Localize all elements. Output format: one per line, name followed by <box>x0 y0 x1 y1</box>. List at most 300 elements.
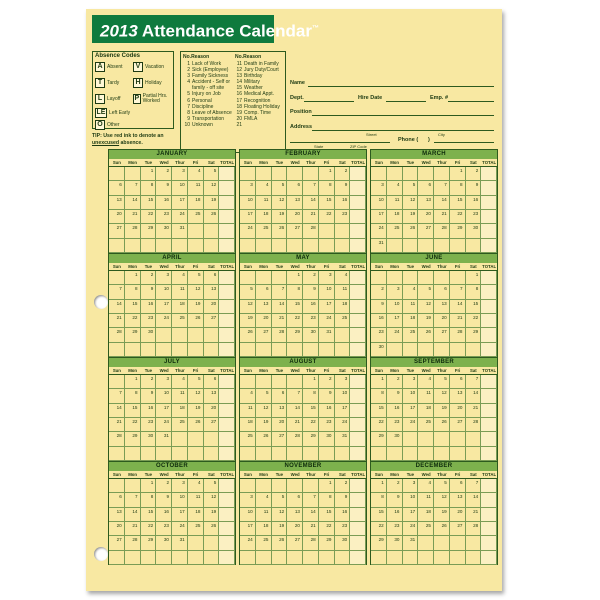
day-cell[interactable]: 26 <box>434 522 450 536</box>
day-cell[interactable]: 1 <box>303 375 319 389</box>
day-cell[interactable]: 28 <box>466 418 482 432</box>
day-cell[interactable]: 19 <box>434 508 450 522</box>
day-cell[interactable]: 16 <box>141 300 157 314</box>
day-cell[interactable] <box>418 239 434 253</box>
day-cell[interactable]: 30 <box>335 536 351 550</box>
day-cell[interactable]: 31 <box>319 328 335 342</box>
week-total-cell[interactable] <box>481 418 497 432</box>
day-cell[interactable]: 8 <box>450 181 466 195</box>
day-cell[interactable]: 8 <box>125 389 141 403</box>
day-cell[interactable]: 15 <box>371 508 387 522</box>
day-cell[interactable] <box>109 551 125 565</box>
day-cell[interactable]: 19 <box>403 210 419 224</box>
day-cell[interactable]: 23 <box>303 314 319 328</box>
day-cell[interactable]: 2 <box>387 479 403 493</box>
day-cell[interactable] <box>172 447 188 461</box>
week-total-cell[interactable] <box>350 181 366 195</box>
day-cell[interactable]: 18 <box>172 404 188 418</box>
day-cell[interactable]: 18 <box>240 418 256 432</box>
day-cell[interactable] <box>303 551 319 565</box>
day-cell[interactable]: 6 <box>256 285 272 299</box>
day-cell[interactable] <box>240 479 256 493</box>
day-cell[interactable]: 18 <box>256 522 272 536</box>
day-cell[interactable]: 8 <box>125 285 141 299</box>
day-cell[interactable]: 26 <box>434 418 450 432</box>
day-cell[interactable]: 22 <box>371 522 387 536</box>
day-cell[interactable] <box>125 447 141 461</box>
day-cell[interactable]: 20 <box>109 522 125 536</box>
day-cell[interactable]: 2 <box>156 167 172 181</box>
day-cell[interactable]: 28 <box>450 328 466 342</box>
day-cell[interactable] <box>125 343 141 357</box>
day-cell[interactable] <box>272 375 288 389</box>
day-cell[interactable]: 13 <box>109 508 125 522</box>
day-cell[interactable]: 25 <box>335 314 351 328</box>
day-cell[interactable]: 17 <box>156 300 172 314</box>
day-cell[interactable] <box>272 271 288 285</box>
day-cell[interactable]: 2 <box>319 375 335 389</box>
day-cell[interactable]: 31 <box>403 536 419 550</box>
day-cell[interactable] <box>125 551 141 565</box>
day-cell[interactable]: 28 <box>109 328 125 342</box>
day-cell[interactable]: 29 <box>319 536 335 550</box>
day-cell[interactable]: 17 <box>387 314 403 328</box>
week-total-cell[interactable] <box>481 167 497 181</box>
day-cell[interactable]: 11 <box>172 389 188 403</box>
day-cell[interactable]: 30 <box>141 328 157 342</box>
day-cell[interactable]: 13 <box>204 389 220 403</box>
day-cell[interactable]: 21 <box>109 418 125 432</box>
day-cell[interactable]: 14 <box>109 300 125 314</box>
day-cell[interactable] <box>240 343 256 357</box>
day-cell[interactable]: 9 <box>335 493 351 507</box>
day-cell[interactable]: 18 <box>335 300 351 314</box>
day-cell[interactable]: 15 <box>303 404 319 418</box>
day-cell[interactable]: 14 <box>303 196 319 210</box>
day-cell[interactable]: 5 <box>204 479 220 493</box>
day-cell[interactable]: 24 <box>403 522 419 536</box>
day-cell[interactable]: 10 <box>335 389 351 403</box>
day-cell[interactable]: 15 <box>141 508 157 522</box>
day-cell[interactable]: 9 <box>156 181 172 195</box>
week-total-cell[interactable] <box>219 375 235 389</box>
day-cell[interactable]: 21 <box>303 210 319 224</box>
day-cell[interactable] <box>450 343 466 357</box>
day-cell[interactable]: 7 <box>109 285 125 299</box>
day-cell[interactable]: 10 <box>172 181 188 195</box>
week-total-cell[interactable] <box>350 389 366 403</box>
day-cell[interactable]: 30 <box>387 536 403 550</box>
day-cell[interactable]: 9 <box>371 300 387 314</box>
day-cell[interactable]: 28 <box>287 432 303 446</box>
week-total-cell[interactable] <box>481 210 497 224</box>
day-cell[interactable]: 12 <box>272 508 288 522</box>
day-cell[interactable]: 4 <box>335 271 351 285</box>
day-cell[interactable]: 3 <box>335 375 351 389</box>
day-cell[interactable]: 5 <box>240 285 256 299</box>
week-total-cell[interactable] <box>219 196 235 210</box>
day-cell[interactable]: 13 <box>450 493 466 507</box>
day-cell[interactable] <box>141 551 157 565</box>
day-cell[interactable]: 25 <box>256 224 272 238</box>
day-cell[interactable] <box>450 536 466 550</box>
day-cell[interactable]: 22 <box>371 418 387 432</box>
day-cell[interactable]: 2 <box>141 271 157 285</box>
day-cell[interactable] <box>466 343 482 357</box>
day-cell[interactable]: 26 <box>240 328 256 342</box>
week-total-cell[interactable] <box>481 551 497 565</box>
day-cell[interactable]: 5 <box>434 375 450 389</box>
day-cell[interactable]: 27 <box>287 536 303 550</box>
day-cell[interactable]: 22 <box>125 418 141 432</box>
day-cell[interactable]: 20 <box>256 314 272 328</box>
day-cell[interactable]: 27 <box>272 432 288 446</box>
day-cell[interactable]: 10 <box>240 196 256 210</box>
day-cell[interactable]: 21 <box>466 404 482 418</box>
week-total-cell[interactable] <box>350 447 366 461</box>
day-cell[interactable]: 31 <box>335 432 351 446</box>
day-cell[interactable]: 10 <box>156 389 172 403</box>
day-cell[interactable]: 26 <box>418 328 434 342</box>
day-cell[interactable] <box>272 167 288 181</box>
day-cell[interactable]: 23 <box>335 522 351 536</box>
day-cell[interactable] <box>418 551 434 565</box>
day-cell[interactable]: 3 <box>371 181 387 195</box>
day-cell[interactable] <box>387 239 403 253</box>
day-cell[interactable]: 24 <box>172 522 188 536</box>
day-cell[interactable] <box>272 239 288 253</box>
day-cell[interactable]: 21 <box>125 210 141 224</box>
day-cell[interactable] <box>434 271 450 285</box>
day-cell[interactable]: 15 <box>319 196 335 210</box>
day-cell[interactable] <box>141 447 157 461</box>
day-cell[interactable]: 12 <box>188 285 204 299</box>
day-cell[interactable]: 23 <box>371 328 387 342</box>
day-cell[interactable]: 2 <box>303 271 319 285</box>
day-cell[interactable]: 1 <box>125 375 141 389</box>
day-cell[interactable]: 21 <box>303 522 319 536</box>
day-cell[interactable] <box>287 343 303 357</box>
day-cell[interactable]: 9 <box>335 181 351 195</box>
week-total-cell[interactable] <box>219 224 235 238</box>
day-cell[interactable] <box>387 271 403 285</box>
day-cell[interactable]: 7 <box>466 479 482 493</box>
day-cell[interactable]: 25 <box>172 314 188 328</box>
day-cell[interactable] <box>240 447 256 461</box>
day-cell[interactable]: 10 <box>319 285 335 299</box>
day-cell[interactable]: 1 <box>141 167 157 181</box>
day-cell[interactable] <box>303 343 319 357</box>
day-cell[interactable]: 14 <box>303 508 319 522</box>
day-cell[interactable] <box>434 536 450 550</box>
day-cell[interactable]: 13 <box>109 196 125 210</box>
position-line[interactable] <box>312 115 494 116</box>
day-cell[interactable]: 17 <box>403 404 419 418</box>
day-cell[interactable] <box>188 239 204 253</box>
emp-line[interactable] <box>448 101 494 102</box>
day-cell[interactable]: 26 <box>188 314 204 328</box>
week-total-cell[interactable] <box>481 508 497 522</box>
day-cell[interactable]: 11 <box>240 404 256 418</box>
day-cell[interactable] <box>303 479 319 493</box>
day-cell[interactable]: 17 <box>371 210 387 224</box>
day-cell[interactable]: 25 <box>188 210 204 224</box>
day-cell[interactable]: 4 <box>418 479 434 493</box>
day-cell[interactable]: 21 <box>125 522 141 536</box>
day-cell[interactable]: 11 <box>418 493 434 507</box>
day-cell[interactable]: 4 <box>172 271 188 285</box>
day-cell[interactable] <box>172 343 188 357</box>
day-cell[interactable]: 2 <box>141 375 157 389</box>
day-cell[interactable]: 4 <box>403 285 419 299</box>
day-cell[interactable]: 13 <box>287 508 303 522</box>
day-cell[interactable]: 20 <box>287 522 303 536</box>
week-total-cell[interactable] <box>481 432 497 446</box>
day-cell[interactable] <box>418 343 434 357</box>
week-total-cell[interactable] <box>350 508 366 522</box>
day-cell[interactable]: 6 <box>434 285 450 299</box>
day-cell[interactable] <box>418 432 434 446</box>
day-cell[interactable]: 15 <box>141 196 157 210</box>
day-cell[interactable]: 3 <box>403 375 419 389</box>
day-cell[interactable]: 24 <box>387 328 403 342</box>
hire-date-line[interactable] <box>386 101 426 102</box>
day-cell[interactable]: 5 <box>403 181 419 195</box>
day-cell[interactable] <box>188 328 204 342</box>
day-cell[interactable]: 14 <box>466 493 482 507</box>
day-cell[interactable] <box>141 343 157 357</box>
day-cell[interactable]: 3 <box>156 375 172 389</box>
day-cell[interactable] <box>335 343 351 357</box>
day-cell[interactable]: 2 <box>335 479 351 493</box>
day-cell[interactable]: 10 <box>403 389 419 403</box>
day-cell[interactable]: 25 <box>256 536 272 550</box>
day-cell[interactable]: 27 <box>256 328 272 342</box>
day-cell[interactable]: 16 <box>387 404 403 418</box>
day-cell[interactable] <box>450 239 466 253</box>
day-cell[interactable]: 1 <box>141 479 157 493</box>
day-cell[interactable] <box>204 432 220 446</box>
week-total-cell[interactable] <box>219 432 235 446</box>
day-cell[interactable]: 19 <box>272 522 288 536</box>
day-cell[interactable]: 20 <box>418 210 434 224</box>
day-cell[interactable]: 2 <box>335 167 351 181</box>
day-cell[interactable] <box>272 447 288 461</box>
day-cell[interactable] <box>387 551 403 565</box>
day-cell[interactable]: 17 <box>172 508 188 522</box>
week-total-cell[interactable] <box>350 418 366 432</box>
day-cell[interactable] <box>109 167 125 181</box>
day-cell[interactable] <box>256 479 272 493</box>
day-cell[interactable] <box>418 447 434 461</box>
day-cell[interactable]: 1 <box>371 479 387 493</box>
day-cell[interactable]: 9 <box>387 493 403 507</box>
day-cell[interactable]: 17 <box>156 404 172 418</box>
state-zip-line[interactable] <box>290 142 390 143</box>
day-cell[interactable]: 11 <box>335 285 351 299</box>
day-cell[interactable]: 29 <box>371 536 387 550</box>
day-cell[interactable]: 22 <box>141 210 157 224</box>
day-cell[interactable]: 20 <box>434 314 450 328</box>
day-cell[interactable]: 21 <box>287 418 303 432</box>
day-cell[interactable]: 8 <box>319 181 335 195</box>
day-cell[interactable] <box>303 447 319 461</box>
day-cell[interactable]: 14 <box>125 196 141 210</box>
day-cell[interactable] <box>172 432 188 446</box>
day-cell[interactable]: 6 <box>418 181 434 195</box>
day-cell[interactable]: 30 <box>371 343 387 357</box>
day-cell[interactable] <box>172 239 188 253</box>
day-cell[interactable]: 20 <box>204 404 220 418</box>
day-cell[interactable] <box>256 375 272 389</box>
day-cell[interactable]: 27 <box>204 314 220 328</box>
phone-line[interactable] <box>434 142 494 143</box>
day-cell[interactable]: 30 <box>319 432 335 446</box>
day-cell[interactable]: 9 <box>141 389 157 403</box>
day-cell[interactable]: 29 <box>371 432 387 446</box>
week-total-cell[interactable] <box>219 271 235 285</box>
week-total-cell[interactable] <box>350 522 366 536</box>
day-cell[interactable]: 7 <box>287 389 303 403</box>
day-cell[interactable]: 18 <box>172 300 188 314</box>
day-cell[interactable]: 22 <box>141 522 157 536</box>
day-cell[interactable]: 8 <box>303 389 319 403</box>
day-cell[interactable]: 1 <box>319 479 335 493</box>
day-cell[interactable] <box>371 447 387 461</box>
day-cell[interactable]: 6 <box>204 271 220 285</box>
week-total-cell[interactable] <box>481 224 497 238</box>
day-cell[interactable]: 13 <box>272 404 288 418</box>
day-cell[interactable]: 13 <box>287 196 303 210</box>
day-cell[interactable] <box>319 224 335 238</box>
day-cell[interactable] <box>287 239 303 253</box>
week-total-cell[interactable] <box>219 551 235 565</box>
day-cell[interactable] <box>204 224 220 238</box>
day-cell[interactable]: 8 <box>466 285 482 299</box>
week-total-cell[interactable] <box>350 479 366 493</box>
week-total-cell[interactable] <box>219 536 235 550</box>
day-cell[interactable]: 25 <box>418 418 434 432</box>
day-cell[interactable] <box>335 224 351 238</box>
day-cell[interactable]: 4 <box>256 181 272 195</box>
week-total-cell[interactable] <box>481 328 497 342</box>
day-cell[interactable] <box>188 343 204 357</box>
day-cell[interactable]: 12 <box>204 181 220 195</box>
day-cell[interactable]: 10 <box>387 300 403 314</box>
day-cell[interactable]: 3 <box>319 271 335 285</box>
day-cell[interactable]: 23 <box>466 210 482 224</box>
day-cell[interactable]: 25 <box>188 522 204 536</box>
day-cell[interactable] <box>204 343 220 357</box>
day-cell[interactable]: 14 <box>125 508 141 522</box>
week-total-cell[interactable] <box>481 536 497 550</box>
day-cell[interactable]: 8 <box>371 389 387 403</box>
day-cell[interactable] <box>403 551 419 565</box>
day-cell[interactable]: 22 <box>466 314 482 328</box>
day-cell[interactable]: 10 <box>403 493 419 507</box>
week-total-cell[interactable] <box>481 447 497 461</box>
day-cell[interactable] <box>204 447 220 461</box>
day-cell[interactable]: 15 <box>125 300 141 314</box>
week-total-cell[interactable] <box>350 404 366 418</box>
day-cell[interactable]: 18 <box>188 196 204 210</box>
day-cell[interactable] <box>109 479 125 493</box>
day-cell[interactable]: 14 <box>272 300 288 314</box>
dept-line[interactable] <box>304 101 354 102</box>
day-cell[interactable]: 8 <box>287 285 303 299</box>
day-cell[interactable] <box>141 239 157 253</box>
day-cell[interactable]: 11 <box>188 493 204 507</box>
day-cell[interactable] <box>240 167 256 181</box>
day-cell[interactable] <box>125 479 141 493</box>
day-cell[interactable]: 23 <box>335 210 351 224</box>
week-total-cell[interactable] <box>350 536 366 550</box>
day-cell[interactable] <box>156 447 172 461</box>
day-cell[interactable]: 5 <box>434 479 450 493</box>
day-cell[interactable]: 2 <box>387 375 403 389</box>
week-total-cell[interactable] <box>219 239 235 253</box>
name-line[interactable] <box>308 86 494 87</box>
day-cell[interactable]: 1 <box>466 271 482 285</box>
day-cell[interactable]: 23 <box>387 522 403 536</box>
day-cell[interactable]: 20 <box>287 210 303 224</box>
day-cell[interactable] <box>335 447 351 461</box>
day-cell[interactable] <box>403 271 419 285</box>
week-total-cell[interactable] <box>219 343 235 357</box>
day-cell[interactable] <box>335 328 351 342</box>
week-total-cell[interactable] <box>219 508 235 522</box>
day-cell[interactable] <box>287 375 303 389</box>
day-cell[interactable]: 21 <box>466 508 482 522</box>
day-cell[interactable]: 10 <box>172 493 188 507</box>
day-cell[interactable] <box>319 551 335 565</box>
day-cell[interactable] <box>256 343 272 357</box>
day-cell[interactable] <box>287 447 303 461</box>
day-cell[interactable] <box>418 271 434 285</box>
week-total-cell[interactable] <box>350 196 366 210</box>
day-cell[interactable] <box>240 271 256 285</box>
day-cell[interactable]: 19 <box>188 300 204 314</box>
day-cell[interactable]: 30 <box>156 536 172 550</box>
day-cell[interactable]: 21 <box>434 210 450 224</box>
week-total-cell[interactable] <box>350 210 366 224</box>
day-cell[interactable]: 4 <box>172 375 188 389</box>
day-cell[interactable]: 7 <box>466 375 482 389</box>
day-cell[interactable]: 26 <box>204 210 220 224</box>
day-cell[interactable]: 4 <box>418 375 434 389</box>
day-cell[interactable]: 18 <box>403 314 419 328</box>
week-total-cell[interactable] <box>219 167 235 181</box>
day-cell[interactable]: 14 <box>287 404 303 418</box>
day-cell[interactable]: 24 <box>319 314 335 328</box>
day-cell[interactable] <box>272 343 288 357</box>
week-total-cell[interactable] <box>219 210 235 224</box>
day-cell[interactable] <box>109 447 125 461</box>
day-cell[interactable]: 21 <box>272 314 288 328</box>
day-cell[interactable]: 15 <box>319 508 335 522</box>
day-cell[interactable]: 20 <box>272 418 288 432</box>
day-cell[interactable]: 3 <box>240 493 256 507</box>
day-cell[interactable] <box>109 239 125 253</box>
day-cell[interactable] <box>319 343 335 357</box>
day-cell[interactable]: 23 <box>156 522 172 536</box>
day-cell[interactable]: 27 <box>450 418 466 432</box>
day-cell[interactable] <box>403 239 419 253</box>
day-cell[interactable]: 20 <box>109 210 125 224</box>
day-cell[interactable]: 23 <box>156 210 172 224</box>
day-cell[interactable]: 11 <box>418 389 434 403</box>
week-total-cell[interactable] <box>350 300 366 314</box>
